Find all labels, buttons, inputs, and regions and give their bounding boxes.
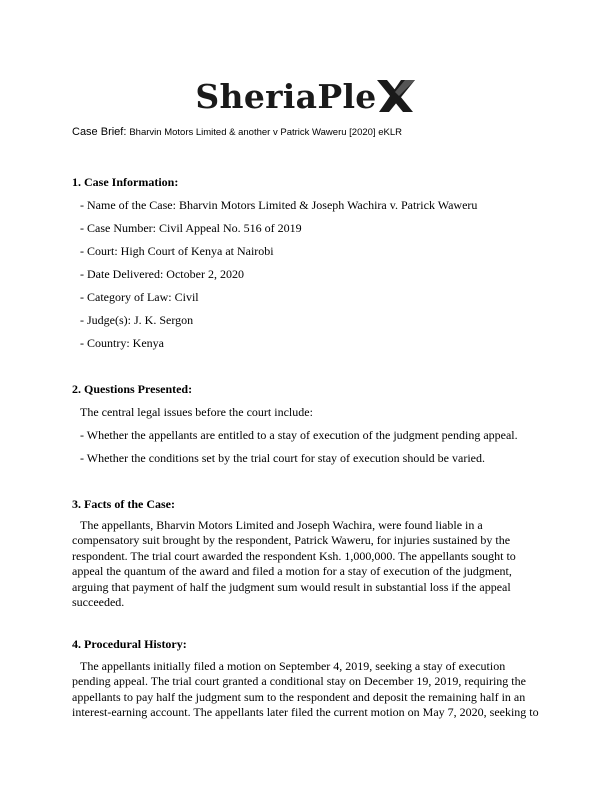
question-item: - Whether the appellants are entitled to a stay of execution of the judgment pending appeal.	[80, 428, 518, 442]
facts-paragraph: The appellants, Bharvin Motors Limited and Joseph Wachira, were found liable in a compensatory suit brought by the respondent, Patrick Waweru, for injuries sustained by the respondent. The trial court awarded the respondent Ksh. 1,000,000. The appellants sought to appeal the quantum of the award and filed a motion for a stay of execution of the judgment, arguing that payment of half the judgment sum would result in substantial loss if the appeal succeeded.	[72, 518, 516, 610]
logo-text: SheriaPle	[195, 77, 377, 116]
case-info-court: - Court: High Court of Kenya at Nairobi	[80, 244, 274, 258]
question-item: - Whether the conditions set by the trial court for stay of execution should be varied.	[80, 451, 485, 465]
section-2-heading: 2. Questions Presented:	[72, 382, 193, 396]
section-3-heading: 3. Facts of the Case:	[72, 497, 175, 511]
logo-x-mark-icon	[375, 78, 415, 114]
questions-intro: The central legal issues before the court include:	[80, 405, 313, 419]
case-info-date: - Date Delivered: October 2, 2020	[80, 267, 244, 281]
case-brief-value: Bharvin Motors Limited & another v Patrick Waweru [2020] eKLR	[129, 127, 402, 138]
case-info-category: - Category of Law: Civil	[80, 290, 199, 304]
case-brief-label: Case Brief:	[72, 126, 127, 138]
case-info-judge: - Judge(s): J. K. Sergon	[80, 313, 194, 327]
procedural-history-paragraph: The appellants initially filed a motion on September 4, 2019, seeking a stay of execution pending appeal. The trial court granted a conditional stay on December 19, 2019, requiring the appellants to pay half the judgment sum to the respondent and deposit the remaining half in an interest-earning account. The appellants later filed the current motion on May 7, 2020, seeking to	[72, 659, 539, 720]
section-4-heading: 4. Procedural History:	[72, 637, 187, 651]
case-info-name: - Name of the Case: Bharvin Motors Limited & Joseph Wachira v. Patrick Waweru	[80, 198, 478, 212]
case-info-country: - Country: Kenya	[80, 336, 164, 350]
section-1-heading: 1. Case Information:	[72, 175, 179, 189]
sheriaplex-logo	[0, 74, 612, 120]
case-brief-title	[72, 126, 542, 138]
case-info-number: - Case Number: Civil Appeal No. 516 of 2019	[80, 221, 302, 235]
